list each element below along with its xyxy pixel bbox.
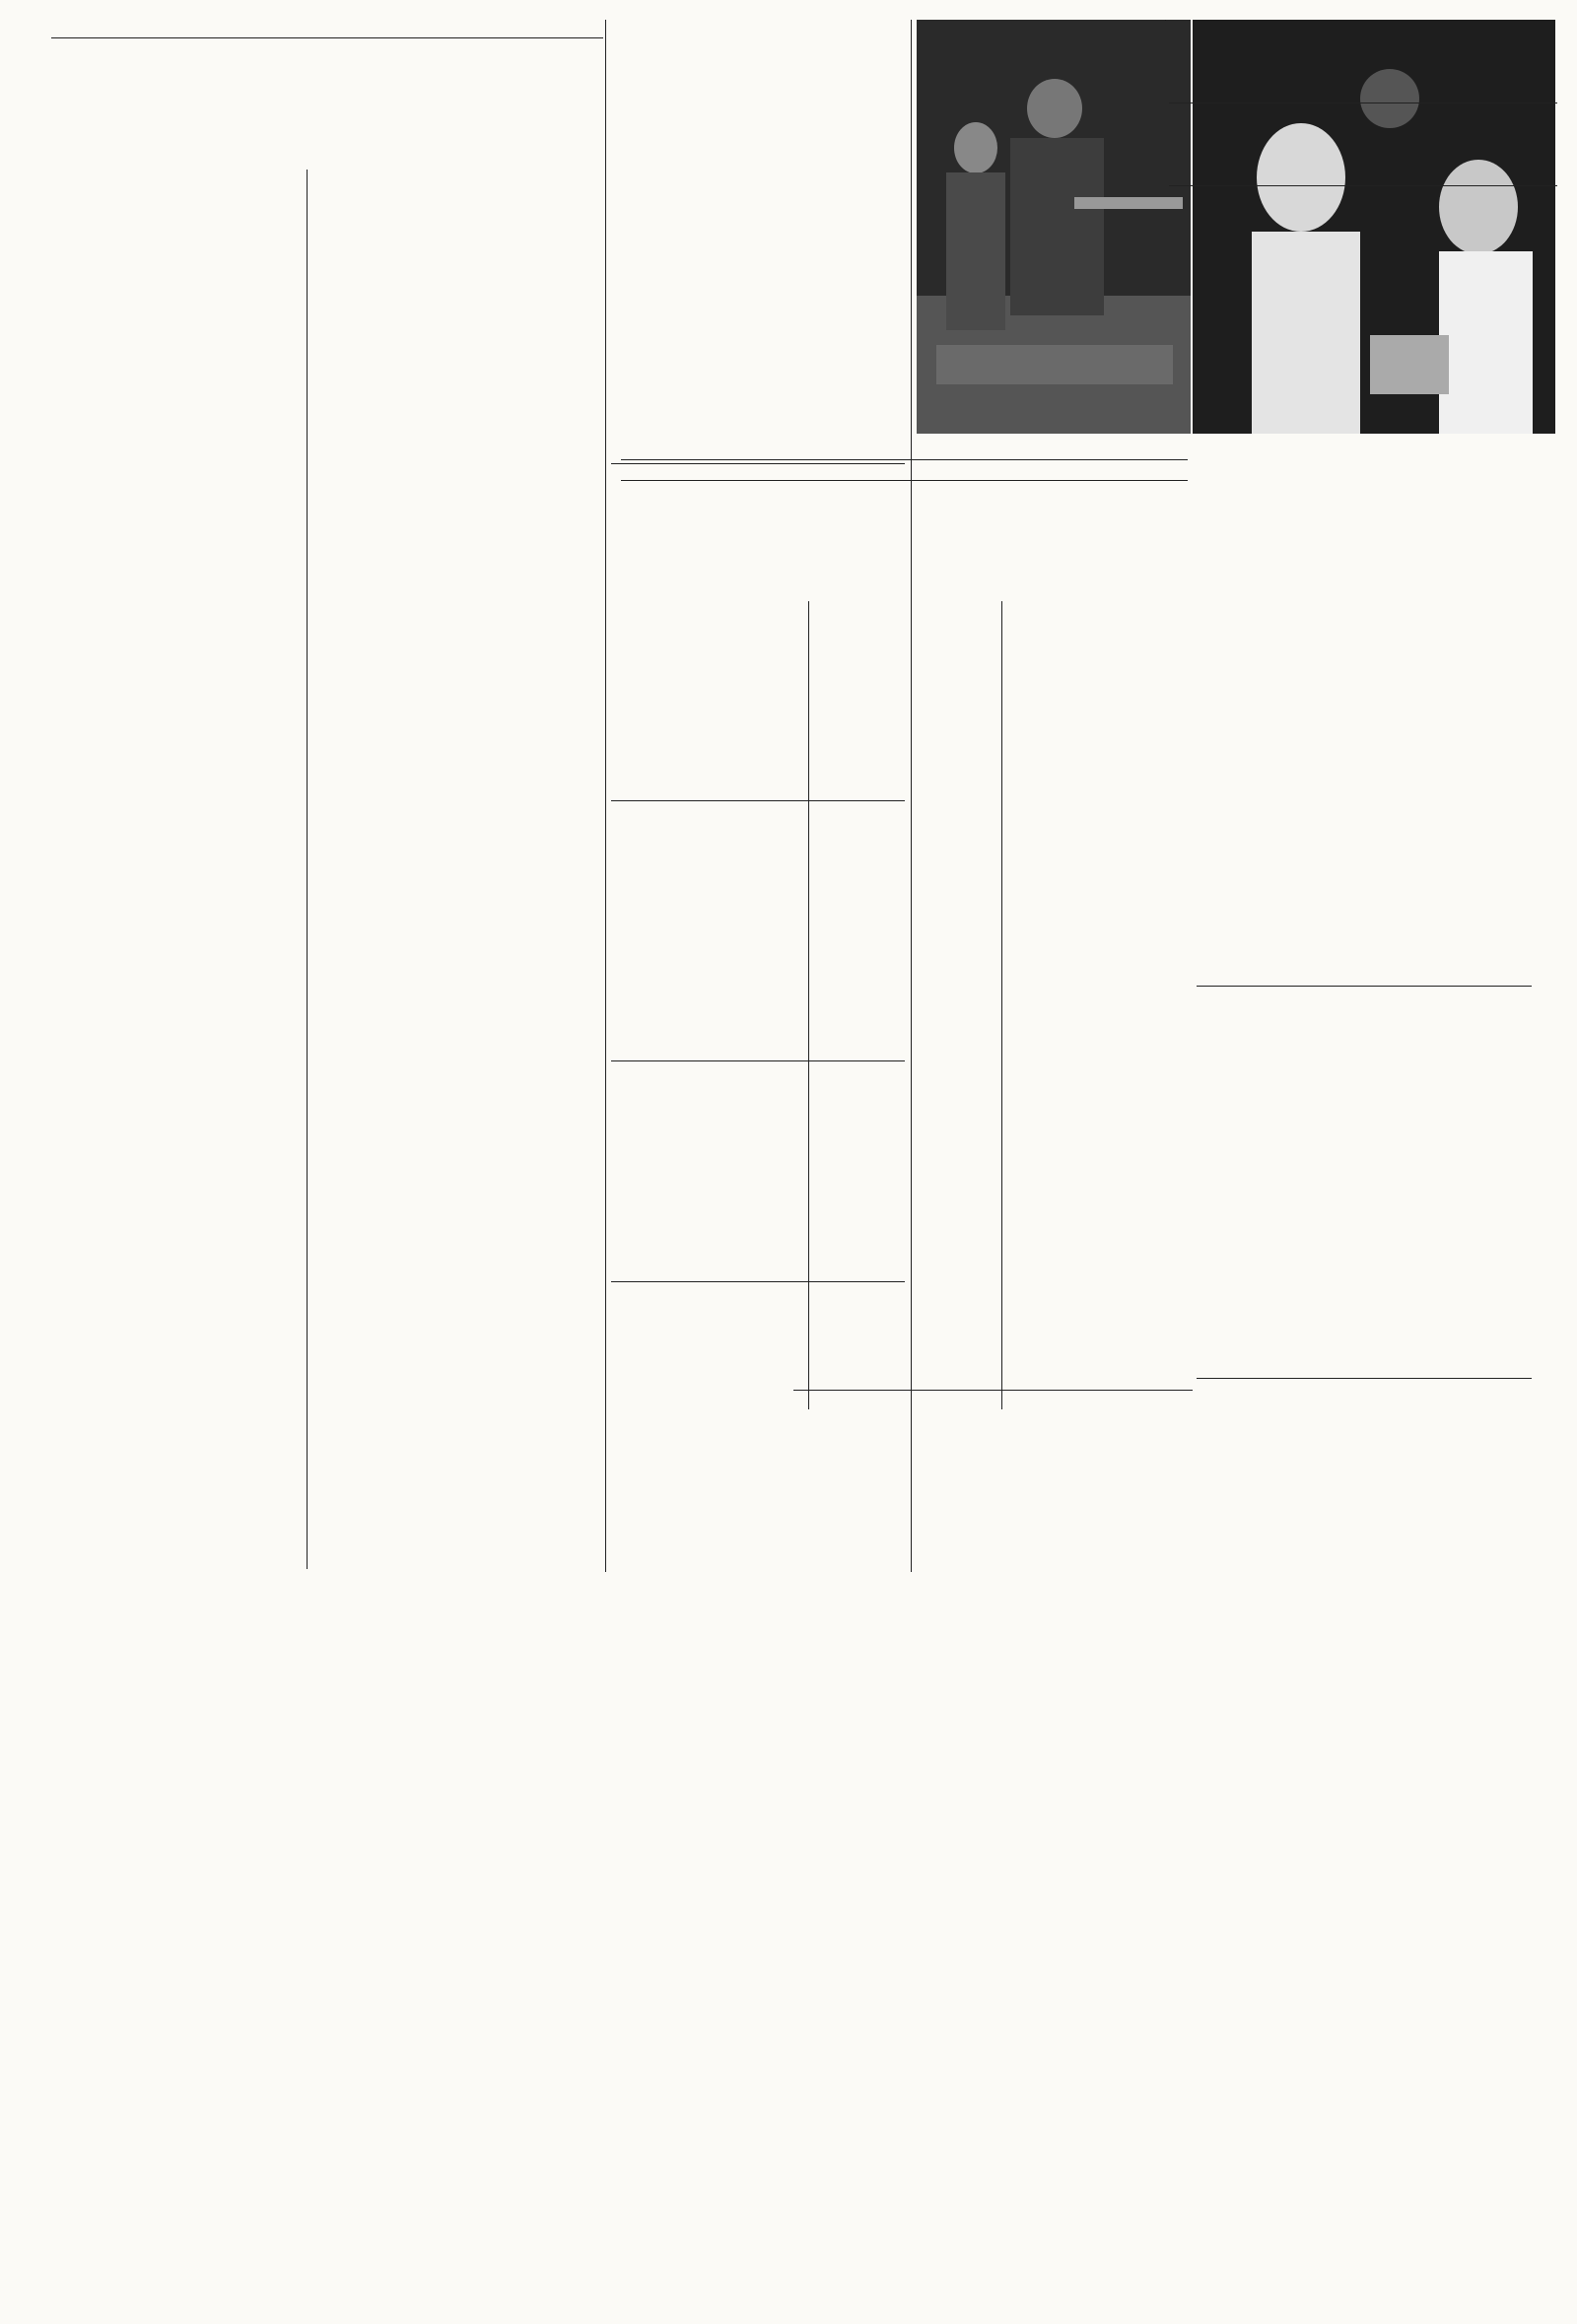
niarchos-column-1 bbox=[621, 601, 804, 1390]
neurologist-ad bbox=[1198, 1382, 1533, 1470]
neurologist-ad-2 bbox=[798, 1522, 1191, 1571]
classifieds bbox=[1198, 990, 1533, 1374]
letters-column-2 bbox=[313, 170, 601, 1569]
hitler-article bbox=[611, 65, 907, 459]
photo-soldiers bbox=[917, 20, 1191, 434]
satellite-article bbox=[1228, 493, 1524, 986]
masthead bbox=[54, 18, 577, 31]
letters-column-1 bbox=[54, 170, 301, 1569]
niarchos-column-2 bbox=[814, 601, 997, 1390]
niarchos-column-3 bbox=[1007, 601, 1191, 1390]
photo-group bbox=[1193, 20, 1555, 434]
